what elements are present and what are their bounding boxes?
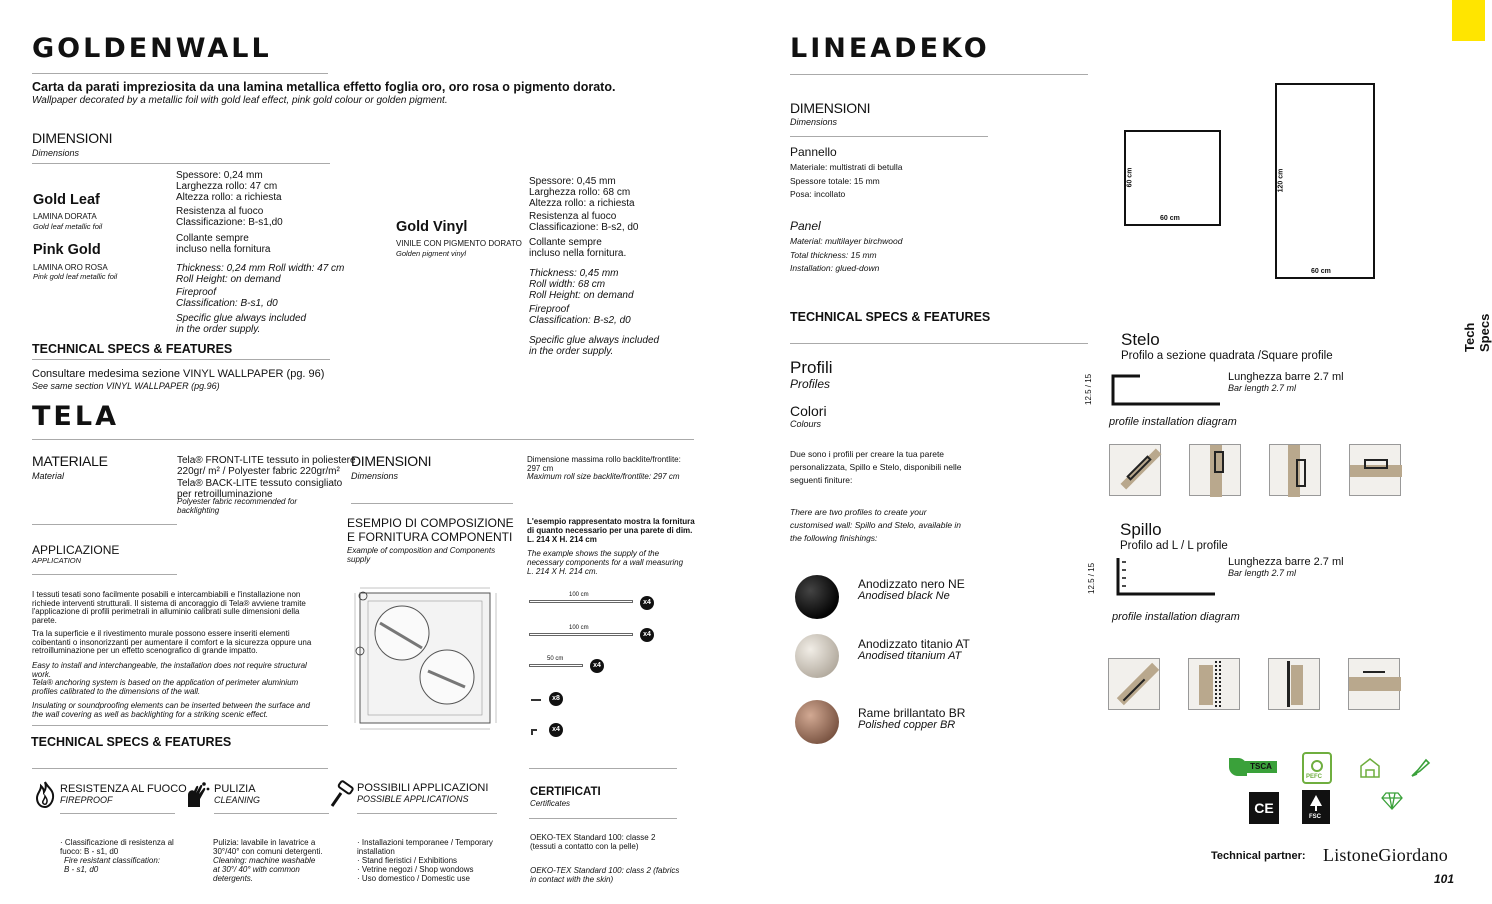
stelo-bar-length-en: Bar length 2.7 ml [1228,383,1297,393]
spec1-it-c: Collante sempre incluso nella fornitura [176,233,271,255]
colori-sub: Colours [790,419,822,429]
tela-mat-sub: Material [32,471,65,481]
tela-dim-title: DIMENSIONI [351,453,432,469]
gold-leaf-name: Gold Leaf [33,192,100,208]
rectangle-panel-drawing [1275,83,1375,279]
stelo-title: Stelo [1121,330,1160,349]
finish-name-en: Anodised titanium AT [858,650,962,662]
colori-title: Colori [790,403,827,419]
flame-icon [34,780,56,808]
composition-diagram [350,583,502,735]
spillo-title: Spillo [1120,520,1162,539]
feature-fire-it: RESISTENZA AL FUOCO [60,783,187,795]
spec2-it-b: Resistenza al fuoco Classificazione: B-s2, d0 [529,211,639,233]
gold-leaf-it: LAMINA DORATA [33,212,97,221]
stelo-sub: Profilo a sezione quadrata /Square profile [1121,350,1333,362]
goldenwall-title: GOLDENWALL [32,33,272,64]
feature-applications-en: POSSIBLE APPLICATIONS [357,794,469,804]
spec1-it-a: Spessore: 0,24 mm Larghezza rollo: 47 cm Altezza rollo: a richiesta [176,170,282,203]
rectangle-panel-width: 60 cm [1311,268,1331,275]
finish-name-it: Anodizzato titanio AT [858,637,970,651]
goldenwall-intro-en: Wallpaper decorated by a metallic foil with gold leaf effect, pink gold colour or golden pigment. [32,95,448,106]
goldenwall-tech-it: Consultare medesima sezione VINYL WALLPAPER (pg. 96) [32,368,325,380]
tela-app-p1: I tessuti tesati sono facilmente posabili e intercambiabili e l'installazione non richiede interventi strutturali. Il sistema di ancoraggio di Tela® avviene tramite l'applicazione di profili perimetrali in alluminio calibrati sulle dimensioni della parete. [32,590,306,625]
spec2-en-b: Fireproof Classification: B-s2, d0 [529,304,631,326]
lineadeko-dim-sub: Dimensions [790,117,838,127]
lineadeko-title: LINEADEKO [790,33,990,64]
finish-name-it: Anodizzato nero NE [858,577,965,591]
spillo-profile-section [1110,556,1222,598]
tela-title: TELA [32,401,119,432]
fsc-logo: FSC [1302,790,1330,824]
building-eco-icon [1358,756,1382,780]
tela-mat-title: MATERIALE [32,453,108,469]
gold-vinyl-name: Gold Vinyl [396,219,468,235]
feature-applications-text: · Installazioni temporanee / Temporary installation · Stand fieristici / Exhibitions · Vetrine negozi / Shop wondows · Uso domestico / Domestic use [357,838,493,883]
side-tab-label: Tech Specs [1462,313,1492,352]
spec1-en-c: Specific glue always included in the order supply. [176,313,307,335]
tela-mat-back: Tela® BACK-LITE tessuto consigliato per retroilluminazione [177,478,343,500]
component-qty-badge: x8 [549,692,563,706]
gold-vinyl-it: VINILE CON PIGMENTO DORATO [396,239,522,248]
stelo-bar-length-it: Lunghezza barre 2.7 ml [1228,371,1344,383]
panel-specs-en: Material: multilayer birchwood Total thickness: 15 mm Installation: glued-down [790,236,903,273]
goldenwall-intro-it: Carta da parati impreziosita da una lamina metallica effetto foglia oro, oro rosa o pigmento dorato. [32,80,616,94]
stelo-side-label: 12.5 / 15 [1084,373,1093,405]
panel-title-en: Panel [790,219,821,233]
spillo-diagram-2 [1188,658,1240,710]
washing-hands-icon [184,781,210,808]
spec2-it-c: Collante sempre incluso nella fornitura. [529,237,627,259]
tela-mat-back-en: Polyester fabric recommended for backlighting [177,497,298,515]
component-qty-badge: x4 [640,596,654,610]
spec1-it-b: Resistenza al fuoco Classificazione: B-s1,d0 [176,206,283,228]
spillo-diagram-label: profile installation diagram [1112,611,1240,623]
rectangle-panel-height: 120 cm [1277,168,1285,193]
feature-fire-en: FIREPROOF [60,795,113,805]
page-number: 101 [1434,872,1455,886]
tela-example-title: ESEMPIO DI COMPOSIZIONE E FORNITURA COMPONENTI [347,516,514,544]
tela-tech-title: TECHNICAL SPECS & FEATURES [31,735,232,749]
spillo-sub: Profilo ad L / L profile [1120,540,1228,552]
feature-cleaning-en: CLEANING [214,795,261,805]
tela-example-en: The example shows the supply of the necessary components for a wall measuring L. 214 X H. 214 cm. [527,549,684,576]
spillo-bar-length-en: Bar length 2.7 ml [1228,568,1297,578]
goldenwall-tech-en: See same section VINYL WALLPAPER (pg.96) [32,381,220,391]
lineadeko-tech-title: TECHNICAL SPECS & FEATURES [790,310,991,324]
certificate-en: OEKO-TEX Standard 100: class 2 (fabrics in contact with the skin) [530,866,680,884]
lineadeko-dim-title: DIMENSIONI [790,100,871,116]
feature-cleaning-it: PULIZIA [214,783,256,795]
square-panel-width: 60 cm [1160,215,1180,222]
feature-cleaning-text-en: Cleaning: machine washable at 30°/ 40° with common detergents. [213,856,316,883]
profiles-desc-en: There are two profiles to create your customised wall: Spillo and Stelo, available in the following finishings: [790,507,962,543]
panel-title-it: Pannello [790,145,837,159]
finish-name-en: Anodised black Ne [858,590,950,602]
diamond-icon [1380,791,1404,811]
finish-name-it: Rame brillantato BR [858,706,966,720]
square-panel-height: 60 cm [1126,167,1134,188]
finish-name-en: Polished copper BR [858,719,956,731]
partner-logo-listonegiordano: ListoneGiordano [1323,845,1448,865]
paint-roller-icon [329,782,355,808]
gold-vinyl-en: Golden pigment vinyl [396,249,467,258]
tela-app-p3: Easy to install and interchangeable, the installation does not require structural work. Tela® anchoring system is based on the application of perimeter aluminium profiles calibrated to the dimensions of the wall. [32,661,307,696]
spillo-diagram-4 [1348,658,1400,710]
component-qty-badge: x4 [640,628,654,642]
tela-dim-it: Dimensione massima rollo backlite/frontlite: 297 cm [527,455,681,473]
ce-logo: CE [1249,792,1279,824]
goldenwall-dim-title: DIMENSIONI [32,130,113,146]
corner-component [531,729,537,735]
component-row: 100 cm [529,625,633,639]
technical-partner-label: Technical partner: [1211,850,1306,862]
spec1-en-b: Fireproof Classification: B-s1, d0 [176,287,278,309]
page-accent-tab [1452,0,1485,41]
stelo-diagram-2 [1189,444,1241,496]
square-panel-drawing [1124,130,1221,226]
stelo-diagram-4 [1349,444,1401,496]
pink-gold-it: LAMINA ORO ROSA [33,263,108,272]
profili-title: Profili [790,358,833,377]
gold-leaf-en: Gold leaf metallic foil [33,222,103,231]
clip-component [531,699,541,701]
stelo-profile-section [1110,372,1222,408]
feature-fire-text-it: · Classificazione di resistenza al fuoco: B - s1, d0 [60,838,174,856]
stelo-diagram-3 [1269,444,1321,496]
tela-example-sub: Example of composition and Components supply [347,546,496,564]
spillo-diagram-1 [1108,658,1160,710]
profili-sub: Profiles [790,377,831,391]
profiles-desc-it: Due sono i profili per creare la tua parete personalizzata, Spillo e Stelo, disponibili nelle seguenti finiture: [790,449,962,485]
feature-fire-text-en: Fire resistant classification: B - s1, d0 [64,856,161,874]
pink-gold-en: Pink gold leaf metallic foil [33,272,118,281]
leaf-pencil-icon [1408,756,1432,780]
finish-swatch-titanium [795,634,839,678]
finish-swatch-black [795,575,839,619]
tela-app-title: APPLICAZIONE [32,543,120,557]
spillo-side-label: 12.5 / 15 [1087,562,1096,594]
tela-mat-front: Tela® FRONT-LITE tessuto in poliestere 220gr/ m² / Polyester fabric 220gr/m² [177,455,356,477]
spec1-en-a: Thickness: 0,24 mm Roll width: 47 cm Roll Height: on demand [176,263,345,285]
tela-dim-en: Maximum roll size backlite/frontlite: 297 cm [527,472,680,481]
spec2-en-a: Thickness: 0,45 mm Roll width: 68 cm Roll Height: on demand [529,268,634,301]
spec2-it-a: Spessore: 0,45 mm Larghezza rollo: 68 cm Altezza rollo: a richiesta [529,176,635,209]
panel-specs-it: Materiale: multistrati di betulla Spessore totale: 15 mm Posa: incollato [790,162,903,199]
tela-example-it: L'esempio rappresentato mostra la fornitura di quanto necessario per una parete di dim. L. 214 X H. 214 cm [527,517,695,544]
component-row: 100 cm [529,592,633,606]
pink-gold-name: Pink Gold [33,242,101,258]
tsca-logo: TSCA [1229,754,1277,780]
certificates-title: CERTIFICATI [530,786,601,798]
tela-dim-sub: Dimensions [351,471,399,481]
spec2-en-c: Specific glue always included in the order supply. [529,335,660,357]
certificates-sub: Certificates [530,799,571,808]
tela-app-p4: Insulating or soundproofing elements can be inserted between the surface and the wall covering as well as backlighting for a striking scenic effect. [32,701,310,719]
spillo-bar-length-it: Lunghezza barre 2.7 ml [1228,556,1344,568]
stelo-diagram-label: profile installation diagram [1109,416,1237,428]
pefc-logo: PEFC [1302,752,1332,784]
feature-applications-it: POSSIBILI APPLICAZIONI [357,782,489,794]
goldenwall-tech-title: TECHNICAL SPECS & FEATURES [32,342,233,356]
tela-app-sub: APPLICATION [32,556,82,565]
tela-app-p2: Tra la superficie e il rivestimento murale possono essere inseriti elementi coibentanti o insonorizzanti per aumentare il comfort e la sicurezza oppure una retroilluminazione per un effetto scenografico di grande impatto. [32,629,312,655]
feature-cleaning-text-it: Pulizia: lavabile in lavatrice a 30°/40° con comuni detergenti. [213,838,323,856]
stelo-diagram-1 [1109,444,1161,496]
component-row: 50 cm [529,656,583,670]
component-qty-badge: x4 [549,723,563,737]
certificate-it: OEKO-TEX Standard 100: classe 2 (tessuti a contatto con la pelle) [530,833,656,851]
component-qty-badge: x4 [590,659,604,673]
fsc-tree-icon [1308,794,1324,812]
goldenwall-dim-sub: Dimensions [32,148,80,158]
spillo-diagram-3 [1268,658,1320,710]
finish-swatch-copper [795,700,839,744]
